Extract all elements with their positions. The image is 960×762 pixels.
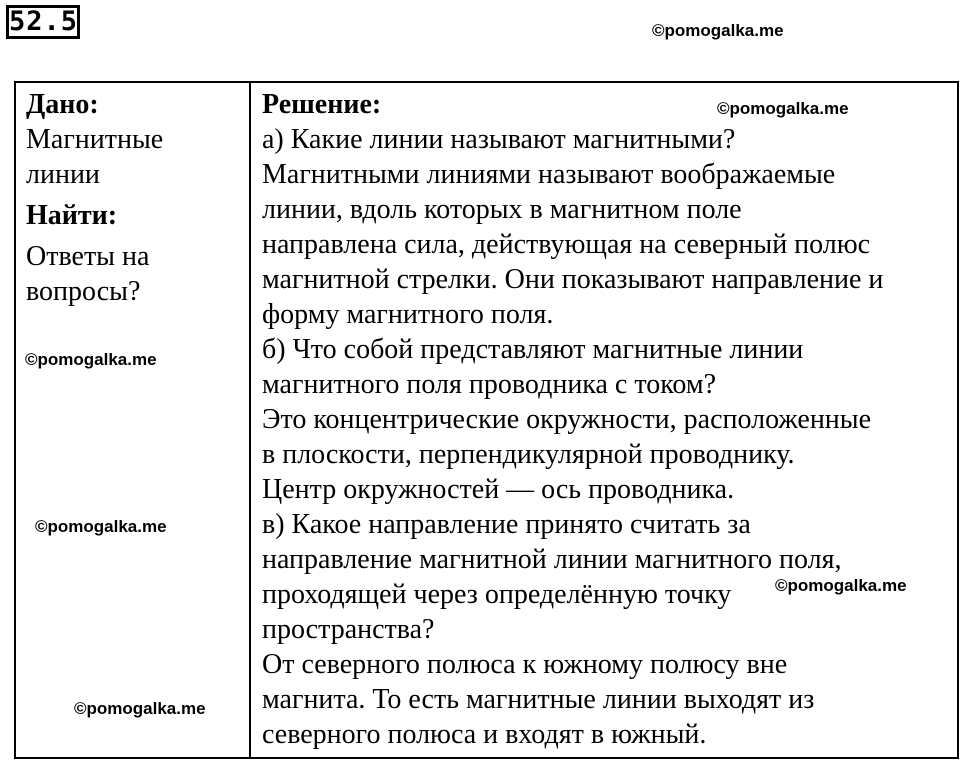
solution-line: Это концентрические окружности, расположенные: [262, 404, 872, 435]
solution-line: в) Какое направление принято считать за: [262, 509, 751, 540]
solution-line: линии, вдоль которых в магнитном поле: [262, 194, 742, 225]
watermark: ©pomogalka.me: [25, 350, 157, 369]
solution-line: магнитного поля проводника с током?: [262, 369, 717, 400]
solution-line: Магнитными линиями называют воображаемые: [262, 159, 836, 190]
watermark: ©pomogalka.me: [775, 576, 907, 595]
solution-line: От северного полюса к южному полюсу вне: [262, 649, 788, 680]
solution-line: форму магнитного поля.: [262, 299, 554, 330]
given-heading: Дано:: [26, 89, 99, 120]
solution-line: Центр окружностей — ось проводника.: [262, 474, 735, 505]
solution-line: в плоскости, перпендикулярной проводнику.: [262, 439, 795, 470]
solution-table: [14, 81, 959, 759]
solution-line: б) Что собой представляют магнитные линии: [262, 334, 804, 365]
find-heading: Найти:: [26, 200, 118, 231]
solution-line: направление магнитной линии магнитного поля,: [262, 544, 842, 575]
find-section: [26, 198, 241, 309]
given-section: [26, 87, 241, 192]
solution-line: северного полюса и входят в южный.: [262, 719, 707, 750]
solution-column: [262, 87, 960, 752]
watermark: ©pomogalka.me: [35, 517, 167, 536]
solution-line: пространства?: [262, 614, 435, 645]
solution-line: а) Какие линии называют магнитными?: [262, 124, 736, 155]
solution-heading: Решение:: [262, 89, 382, 120]
column-divider: [249, 83, 251, 757]
solution-line: магнитной стрелки. Они показывают направление и: [262, 264, 884, 295]
find-line: вопросы?: [26, 276, 141, 307]
given-column: [26, 87, 241, 315]
watermark: ©pomogalka.me: [652, 21, 784, 40]
given-line: линии: [26, 159, 100, 190]
solution-line: направлена сила, действующая на северный полюс: [262, 229, 871, 260]
watermark: ©pomogalka.me: [74, 699, 206, 718]
watermark: ©pomogalka.me: [717, 99, 849, 118]
given-line: Магнитные: [26, 124, 164, 155]
solution-line: магнита. То есть магнитные линии выходят из: [262, 684, 815, 715]
problem-number: 52.5: [6, 5, 80, 39]
find-line: Ответы на: [26, 241, 150, 272]
solution-line: проходящей через определённую точку: [262, 579, 732, 610]
